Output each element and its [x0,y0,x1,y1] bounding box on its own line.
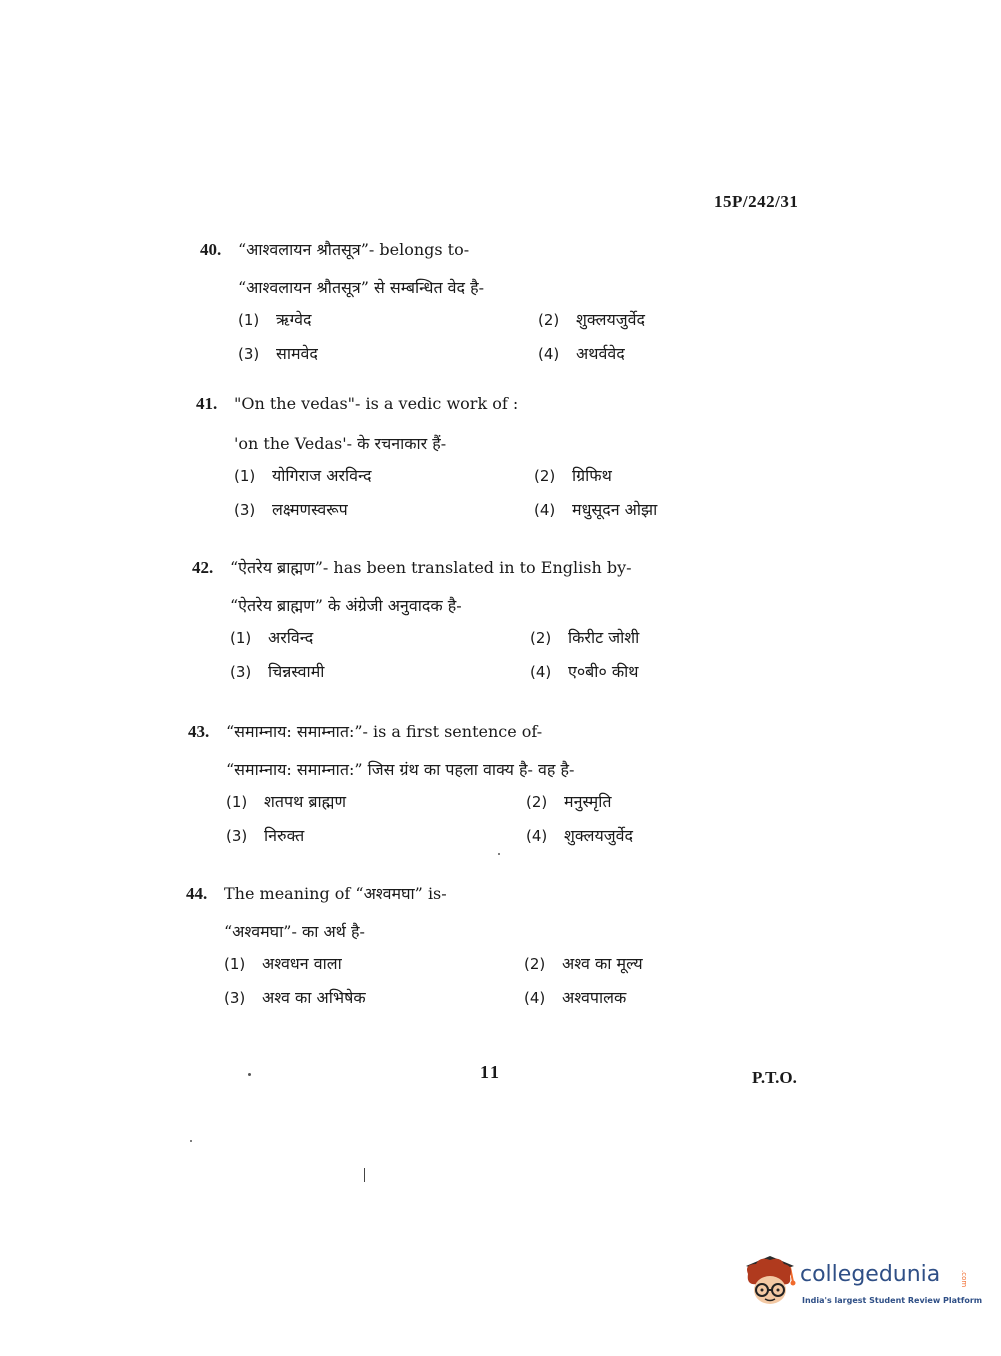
option-1 [226,790,526,816]
option-3 [238,342,538,368]
question-number: 40. [200,240,222,259]
scan-speck [498,853,500,855]
option-text: शुक्लयजुर्वेद [564,826,633,845]
option-4 [524,986,824,1012]
option-1 [230,626,530,652]
brand-domain: .com [960,1270,968,1288]
option-4 [530,660,830,686]
option-text: मधुसूदन ओझा [572,500,658,519]
question-number: 42. [192,558,214,577]
question-number: 44. [186,884,208,903]
question-43 [188,720,788,850]
pto-label: P.T.O. [752,1068,797,1087]
option-number: (1) [234,467,256,485]
option-text: किरीट जोशी [568,628,640,647]
option-text: सामवेद [276,344,318,363]
brand-tagline: India's largest Student Review Platform [802,1296,983,1305]
question-40 [200,238,760,368]
question-text-hindi: “ऐतरेय ब्राह्मण” के अंग्रेजी अनुवादक है- [230,596,462,615]
option-number: (2) [526,793,548,811]
option-text: शतपथ ब्राह्मण [264,792,347,811]
option-number: (2) [530,629,552,647]
option-3 [224,986,524,1012]
option-number: (4) [530,663,552,681]
options-list [224,952,746,1012]
option-text: योगिराज अरविन्द [272,466,372,485]
option-number: (2) [534,467,556,485]
collegedunia-logo [740,1252,983,1316]
option-4 [526,824,826,850]
option-number: (1) [224,955,246,973]
option-number: (2) [538,311,560,329]
option-number: (3) [238,345,260,363]
option-text: शुक्लयजुर्वेद [576,310,645,329]
option-3 [230,660,530,686]
option-2 [524,952,824,978]
option-text: चिन्नस्वामी [268,662,325,681]
paper-code: 15P/242/31 [714,192,799,211]
option-2 [526,790,826,816]
option-text: अथर्ववेद [576,344,625,363]
scan-speck [190,1140,192,1142]
options-list [234,464,756,524]
option-2 [534,464,834,490]
question-text-english: “समाम्नाय: समाम्नात:”- is a first sentence of- [226,722,543,741]
option-number: (1) [230,629,252,647]
scan-speck [248,1073,251,1076]
question-44 [186,882,746,1012]
question-text-english: The meaning of “अश्वमघा” is- [224,884,447,903]
option-text: ऋग्वेद [276,310,312,329]
option-1 [234,464,534,490]
question-text-hindi: 'on the Vedas'- के रचनाकार हैं- [234,434,447,453]
option-text: ए०बी० कीथ [568,662,639,681]
options-list [226,790,788,850]
question-text-english: "On the vedas"- is a vedic work of : [234,394,519,413]
option-text: लक्ष्मणस्वरूप [272,500,348,519]
option-number: (3) [230,663,252,681]
option-text: अश्वपालक [562,988,627,1007]
question-text-english: “आश्वलायन श्रौतसूत्र”- belongs to- [238,240,470,259]
option-number: (3) [224,989,246,1007]
question-text-english: “ऐतरेय ब्राह्मण”- has been translated in to English by- [230,558,632,577]
option-text: अश्व का अभिषेक [262,988,366,1007]
option-3 [226,824,526,850]
question-text-hindi: “अश्वमघा”- का अर्थ है- [224,922,365,941]
option-4 [538,342,838,368]
option-number: (4) [534,501,556,519]
page-number: 11 [480,1062,502,1082]
scan-mark [364,1168,365,1182]
option-1 [224,952,524,978]
question-42 [192,556,792,686]
option-number: (4) [524,989,546,1007]
mascot-icon [740,1252,802,1314]
option-text: ग्रिफिथ [572,466,612,485]
option-2 [530,626,830,652]
question-number: 41. [196,394,218,413]
option-text: अरविन्द [268,628,314,647]
option-text: अश्वधन वाला [262,954,342,973]
option-text: मनुस्मृति [564,792,612,811]
option-number: (4) [538,345,560,363]
brand-name: collegedunia [800,1262,941,1287]
option-text: निरुक्त [264,826,305,845]
option-4 [534,498,834,524]
option-number: (3) [226,827,248,845]
option-text: अश्व का मूल्य [562,954,643,973]
question-text-hindi: “आश्वलायन श्रौतसूत्र” से सम्बन्धित वेद है- [238,278,485,297]
options-list [238,308,760,368]
question-number: 43. [188,722,210,741]
option-2 [538,308,838,334]
option-1 [238,308,538,334]
option-number: (1) [226,793,248,811]
option-3 [234,498,534,524]
options-list [230,626,792,686]
question-41 [196,394,756,524]
option-number: (4) [526,827,548,845]
option-number: (1) [238,311,260,329]
option-number: (2) [524,955,546,973]
question-text-hindi: “समाम्नाय: समाम्नात:” जिस ग्रंथ का पहला वाक्य है- वह है- [226,760,575,779]
option-number: (3) [234,501,256,519]
